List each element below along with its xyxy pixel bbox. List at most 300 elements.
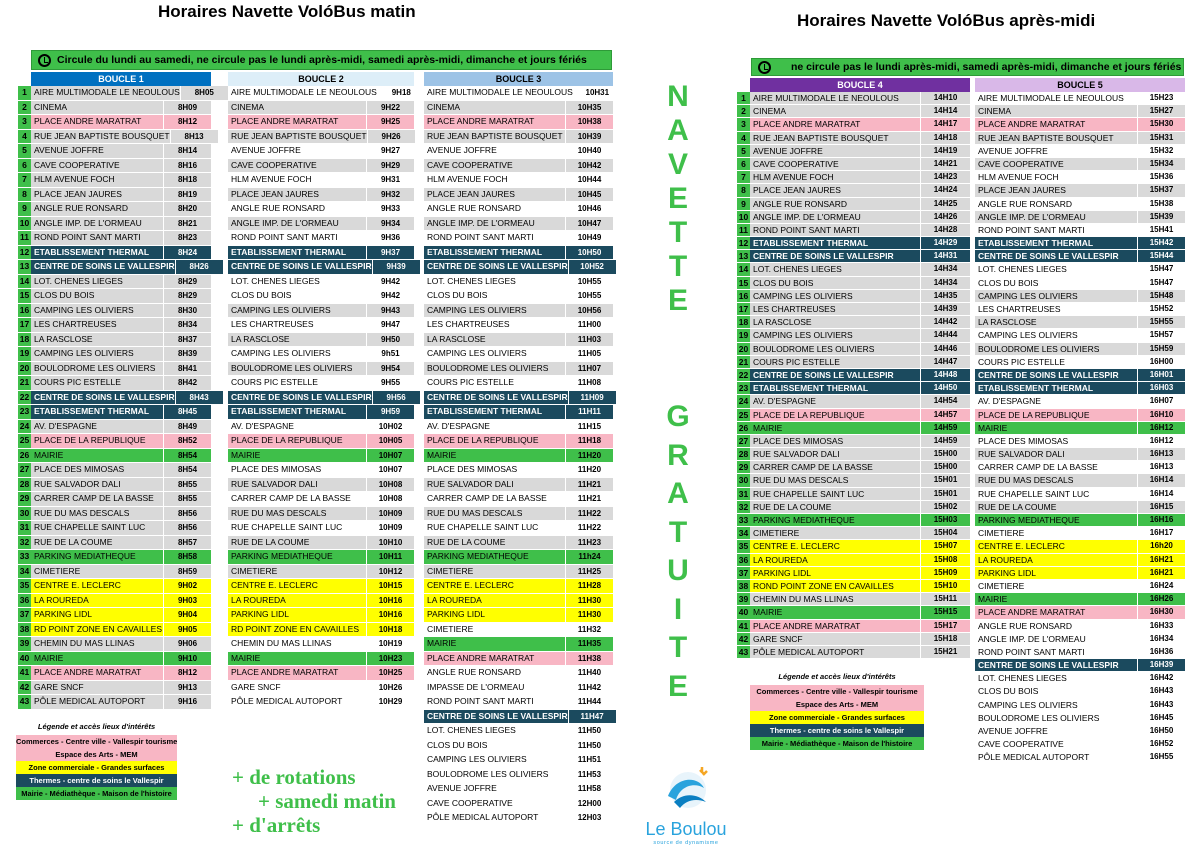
stop-time: 10H29 [366, 695, 414, 709]
stop-name: AVENUE JOFFRE [975, 725, 1137, 737]
stop-name: CENTRE DE SOINS LE VALLESPIR [31, 260, 175, 274]
stop-time: 10H16 [366, 594, 414, 608]
stop-row [975, 448, 1185, 461]
stop-number: 35 [738, 541, 749, 552]
stop-name: CLOS DU BOIS [31, 289, 163, 303]
stop-time: 11H38 [565, 652, 613, 666]
afternoon-title: Horaires Navette VolóBus après-midi [797, 11, 1096, 30]
stop-name: RUE CHAPELLE SAINT LUC [228, 521, 366, 535]
stop-time: 16H21 [1137, 554, 1185, 566]
stop-row [18, 101, 211, 116]
stop-name: ANGLE RUE RONSARD [975, 620, 1137, 632]
stop-row [18, 434, 211, 449]
stop-row [228, 231, 414, 246]
stop-number: 22 [738, 369, 749, 380]
stop-name: CIMETIERE [424, 623, 565, 637]
stop-name: PÔLE MEDICAL AUTOPORT [975, 751, 1137, 763]
stop-time: 10H40 [565, 144, 613, 158]
stop-number: 32 [738, 501, 749, 512]
stop-name: AVENUE JOFFRE [31, 144, 163, 158]
stop-time: 16h20 [1137, 540, 1185, 552]
stop-number: 17 [738, 304, 749, 314]
stop-time: 14H54 [920, 395, 970, 407]
stop-name: MAIRIE [31, 652, 163, 666]
stop-number: 12 [738, 238, 749, 249]
stop-row [424, 275, 613, 290]
stop-row [228, 420, 414, 435]
stop-name: PLACE DES MIMOSAS [228, 463, 366, 477]
stop-time: 9H26 [367, 130, 415, 144]
stop-name: LES CHARTREUSES [975, 303, 1137, 315]
stop-name: AIRE MULTIMODALE LE NEOULOUS [228, 86, 377, 100]
stop-row [737, 145, 970, 158]
stop-row [975, 369, 1185, 382]
stop-number: 5 [737, 145, 750, 157]
stop-time: 9H42 [366, 275, 414, 289]
stop-time: 12H00 [565, 797, 613, 811]
stop-row [424, 478, 613, 493]
navette-letter: V [667, 148, 688, 181]
stop-time: 11H28 [565, 579, 613, 593]
stop-time: 8H05 [180, 86, 228, 100]
stop-time: 11H50 [565, 739, 613, 753]
stop-name: CHEMIN DU MAS LLINAS [31, 637, 163, 651]
stop-row [975, 646, 1185, 659]
stop-name: ANGLE RUE RONSARD [975, 198, 1137, 210]
stop-row [737, 303, 970, 316]
stop-name: RUE DU MAS DESCALS [424, 507, 565, 521]
stop-time: 15H18 [920, 633, 970, 645]
stop-row [424, 376, 613, 391]
stop-row [228, 550, 414, 565]
stop-name: ETABLISSEMENT THERMAL [31, 246, 163, 260]
stop-row [975, 145, 1185, 158]
stop-row [18, 536, 211, 551]
stop-time: 16H34 [1137, 633, 1185, 645]
stop-number: 39 [738, 594, 749, 605]
stop-time: 14H34 [920, 277, 970, 289]
afternoon-note-text: ne circule pas le lundi après-midi, samedi après-midi, dimanche et jours fériés [791, 61, 1182, 73]
stop-name: RUE JEAN BAPTISTE BOUSQUET [228, 130, 367, 144]
stop-row [737, 501, 970, 514]
afternoon-note [751, 58, 1184, 76]
stop-row [737, 527, 970, 540]
legend-morning [16, 722, 177, 800]
stop-time: 9H10 [163, 652, 211, 666]
stop-name: CENTRE DE SOINS LE VALLESPIR [975, 250, 1137, 262]
stop-name: AIRE MULTIMODALE LE NEOULOUS [424, 86, 573, 100]
stop-row [737, 620, 970, 633]
stop-name: ANGLE RUE RONSARD [424, 202, 565, 216]
stop-row [975, 303, 1185, 316]
stop-number: 26 [738, 422, 749, 433]
stop-name: CAVE COOPERATIVE [975, 738, 1137, 750]
stop-row [737, 211, 970, 224]
stop-row [18, 507, 211, 522]
stop-number: 14 [738, 264, 749, 275]
stop-row [228, 347, 414, 362]
stop-time: 10H44 [565, 173, 613, 187]
stop-row [975, 158, 1185, 171]
stop-number: 8 [18, 188, 31, 202]
stop-name: PLACE DE LA REPUBLIQUE [975, 409, 1137, 421]
stop-time: 8H55 [163, 492, 211, 506]
stop-name: ANGLE RUE RONSARD [750, 198, 920, 210]
stop-time: 10H38 [565, 115, 613, 129]
stop-row [18, 449, 211, 464]
stop-name: LA ROUREDA [424, 594, 565, 608]
stop-name: CINEMA [750, 105, 920, 117]
stop-time: 16H26 [1137, 593, 1185, 605]
stop-number: 22 [18, 391, 31, 405]
stop-name: PLACE JEAN JAURES [31, 188, 163, 202]
stop-row [737, 409, 970, 422]
stop-name: ANGLE RUE RONSARD [228, 202, 366, 216]
stop-number: 29 [18, 492, 31, 506]
stop-number: 14 [18, 275, 31, 289]
stop-row [228, 492, 414, 507]
stop-row [424, 420, 613, 435]
stop-row [424, 811, 613, 826]
stop-time: 10H42 [565, 159, 613, 173]
stop-time: 8H26 [175, 260, 223, 274]
stop-time: 11h24 [565, 550, 613, 564]
stop-name: BOULODROME LES OLIVIERS [228, 362, 366, 376]
stop-time: 14H24 [920, 184, 970, 196]
stop-number: 26 [18, 449, 31, 463]
stop-name: ROND POINT SANT MARTI [31, 231, 163, 245]
stop-time: 9H50 [366, 333, 414, 347]
stop-time: 8H29 [163, 275, 211, 289]
stop-row [424, 130, 613, 145]
stop-name: LA RASCLOSE [228, 333, 366, 347]
stop-number: 13 [18, 260, 31, 274]
stop-time: 14H21 [920, 158, 970, 170]
stop-name: RUE SALVADOR DALI [31, 478, 163, 492]
stop-time: 15H02 [920, 501, 970, 513]
clock-icon [38, 54, 51, 67]
stop-name: PARKING MEDIATHEQUE [31, 550, 163, 564]
stop-time: 11H21 [565, 478, 613, 492]
stop-time: 11H11 [565, 405, 613, 419]
stop-name: COURS PIC ESTELLE [31, 376, 163, 390]
stop-row [18, 231, 211, 246]
stop-name: CAVE COOPERATIVE [750, 158, 920, 170]
stop-name: CAVE COOPERATIVE [228, 159, 366, 173]
stop-name: CINEMA [424, 101, 565, 115]
stop-name: CARRER CAMP DE LA BASSE [228, 492, 366, 506]
stop-time: 10H09 [366, 521, 414, 535]
stop-time: 8H41 [163, 362, 211, 376]
stop-row [424, 347, 613, 362]
stop-time: 14H23 [920, 171, 970, 183]
stop-time: 10H16 [366, 608, 414, 622]
stop-name: PLACE JEAN JAURES [750, 184, 920, 196]
stop-time: 9H32 [366, 188, 414, 202]
stop-row [424, 724, 613, 739]
stop-row [424, 637, 613, 652]
stop-row [18, 608, 211, 623]
stop-name: ETABLISSEMENT THERMAL [31, 405, 163, 419]
stop-name: ROND POINT SANT MARTI [975, 646, 1137, 658]
stop-row [228, 144, 414, 159]
stop-row [18, 362, 211, 377]
stop-row [975, 277, 1185, 290]
stop-row [737, 369, 970, 382]
stop-name: CLOS DU BOIS [975, 685, 1137, 697]
stop-name: ROND POINT SANT MARTI [424, 231, 565, 245]
stop-name: CAMPING LES OLIVIERS [228, 347, 366, 361]
stop-name: LOT. CHENES LIEGES [750, 263, 920, 275]
stop-number: 1 [737, 92, 750, 104]
stop-name: MAIRIE [750, 606, 920, 618]
stop-name: PLACE DES MIMOSAS [31, 463, 163, 477]
stop-name: CIMETIERE [975, 527, 1137, 539]
stop-row [737, 329, 970, 342]
stop-time: 10H26 [366, 681, 414, 695]
stop-time: 15H08 [920, 554, 970, 566]
stop-time: 11H00 [565, 318, 613, 332]
boucle5-header: BOUCLE 5 [975, 78, 1185, 92]
stop-time: 9H55 [366, 376, 414, 390]
stop-name: CIMETIERE [750, 527, 920, 539]
stop-name: HLM AVENUE FOCH [975, 171, 1137, 183]
stop-row [424, 463, 613, 478]
stop-row [18, 391, 211, 406]
stop-name: PLACE ANDRE MARATRAT [228, 115, 366, 129]
stop-time: 8H39 [163, 347, 211, 361]
stop-name: CENTRE E. LECLERC [31, 579, 163, 593]
stop-number: 19 [18, 347, 31, 361]
stop-time: 16H43 [1137, 699, 1185, 711]
stop-time: 8H12 [163, 666, 211, 680]
stop-number: 2 [737, 105, 750, 117]
stop-number: 21 [18, 376, 31, 390]
stop-name: IMPASSE DE L'ORMEAU [424, 681, 565, 695]
stop-time: 16H01 [1137, 369, 1185, 381]
stop-row [975, 329, 1185, 342]
stop-row [18, 246, 211, 261]
stop-row [975, 514, 1185, 527]
stop-time: 14H48 [920, 369, 970, 381]
stop-time: 16H12 [1137, 435, 1185, 447]
morning-title: Horaires Navette VolóBus matin [158, 2, 416, 21]
stop-time: 10H12 [366, 565, 414, 579]
stop-row [975, 184, 1185, 197]
stop-name: CLOS DU BOIS [424, 739, 565, 753]
stop-row [18, 420, 211, 435]
stop-name: MAIRIE [750, 422, 920, 434]
stop-time: 8H42 [163, 376, 211, 390]
stop-name: MAIRIE [975, 593, 1137, 605]
stop-time: 10H47 [565, 217, 613, 231]
stop-name: ANGLE RUE RONSARD [31, 202, 163, 216]
stop-row [228, 681, 414, 696]
stop-time: 14H34 [920, 263, 970, 275]
stop-name: AIRE MULTIMODALE LE NEOULOUS [975, 92, 1137, 104]
stop-row [737, 92, 970, 105]
stop-number: 3 [18, 115, 31, 129]
stop-time: 16H55 [1137, 751, 1185, 763]
stop-name: LA ROUREDA [975, 554, 1137, 566]
stop-name: LA ROUREDA [750, 554, 920, 566]
stop-row [228, 260, 414, 275]
stop-row [975, 501, 1185, 514]
stop-time: 10H10 [366, 536, 414, 550]
stop-row [737, 277, 970, 290]
gratuite-letter: U [667, 554, 689, 587]
stop-name: PLACE DES MIMOSAS [975, 435, 1137, 447]
navette-letter: T [668, 250, 688, 283]
stop-row [737, 250, 970, 263]
stop-name: COURS PIC ESTELLE [424, 376, 565, 390]
stop-name: RUE CHAPELLE SAINT LUC [750, 488, 920, 500]
stop-name: AV. D'ESPAGNE [975, 395, 1137, 407]
stop-time: 9h51 [366, 347, 414, 361]
legend-item: Espace des Arts - MEM [16, 748, 177, 761]
gratuite-letter: T [668, 631, 688, 664]
stop-number: 4 [737, 132, 750, 144]
stop-number: 41 [738, 620, 749, 631]
stop-time: 8H30 [163, 304, 211, 318]
stop-name: CENTRE DE SOINS LE VALLESPIR [424, 391, 568, 405]
stop-time: 11H32 [565, 623, 613, 637]
stop-row [228, 318, 414, 333]
stop-time: 14H17 [920, 118, 970, 130]
stop-time: 15H41 [1137, 224, 1185, 236]
stop-time: 15H39 [1137, 211, 1185, 223]
stop-time: 14H59 [920, 422, 970, 434]
stop-time: 16H13 [1137, 448, 1185, 460]
stop-name: LA ROUREDA [31, 594, 163, 608]
stop-time: 9H25 [366, 115, 414, 129]
stop-row [737, 567, 970, 580]
stop-name: PLACE DE LA REPUBLIQUE [750, 409, 920, 421]
stop-name: LA RASCLOSE [31, 333, 163, 347]
stop-time: 9H29 [366, 159, 414, 173]
stop-time: 16H07 [1137, 395, 1185, 407]
stop-row [18, 289, 211, 304]
stop-row [228, 188, 414, 203]
stop-time: 15H47 [1137, 263, 1185, 275]
stop-time: 9H42 [366, 289, 414, 303]
stop-time: 11H35 [565, 637, 613, 651]
legend-item: Mairie - Médiathèque - Maison de l'histoire [750, 737, 924, 750]
stop-row [975, 224, 1185, 237]
stop-time: 16H10 [1137, 409, 1185, 421]
stop-name: CARRER CAMP DE LA BASSE [31, 492, 163, 506]
stop-row [424, 579, 613, 594]
stop-row [424, 159, 613, 174]
stop-name: CINEMA [975, 105, 1137, 117]
stop-time: 16H45 [1137, 712, 1185, 724]
stop-number: 7 [18, 173, 31, 187]
navette-letter: E [667, 284, 688, 317]
stop-time: 10H02 [366, 420, 414, 434]
navette-vertical-text [663, 80, 693, 318]
stop-name: HLM AVENUE FOCH [31, 173, 163, 187]
stop-time: 10H35 [565, 101, 613, 115]
stop-row [424, 797, 613, 812]
stop-row [18, 202, 211, 217]
navette-letter: N [667, 80, 689, 113]
stop-time: 10H05 [366, 434, 414, 448]
stop-name: PLACE ANDRE MARATRAT [31, 666, 163, 680]
stop-number: 6 [737, 158, 750, 170]
stop-row [18, 86, 214, 101]
stop-row [737, 158, 970, 171]
navette-letter: A [667, 114, 689, 147]
stop-row [228, 289, 414, 304]
stop-time: 16H15 [1137, 501, 1185, 513]
boucle-4-table [737, 78, 970, 659]
legend-item: Mairie - Médiathèque - Maison de l'histoire [16, 787, 177, 800]
stop-time: 14H39 [920, 303, 970, 315]
stop-name: PLACE DE LA REPUBLIQUE [228, 434, 366, 448]
stop-row [424, 782, 613, 797]
stop-time: 15H47 [1137, 277, 1185, 289]
stop-number: 30 [18, 507, 31, 521]
stop-row [975, 685, 1185, 698]
stop-row [975, 738, 1185, 751]
legend-title: Légende et accès lieux d'intérêts [37, 722, 156, 731]
stop-time: 15H15 [920, 606, 970, 618]
legend-item: Commerces - Centre ville - Vallespir tourisme [16, 737, 178, 746]
stop-name: CARRER CAMP DE LA BASSE [750, 461, 920, 473]
stop-row [975, 527, 1185, 540]
stop-time: 10H25 [366, 666, 414, 680]
stop-name: AVENUE JOFFRE [424, 782, 565, 796]
stop-time: 11H21 [565, 492, 613, 506]
stop-time: 15H30 [1137, 118, 1185, 130]
stop-time: 11H07 [565, 362, 613, 376]
stop-row [228, 652, 414, 667]
stop-name: ROND POINT SANT MARTI [424, 695, 565, 709]
stop-name: CAMPING LES OLIVIERS [975, 329, 1137, 341]
stop-name: HLM AVENUE FOCH [750, 171, 920, 183]
plus-arrets: + d'arrêts [232, 813, 321, 837]
stop-name: CLOS DU BOIS [975, 277, 1137, 289]
stop-row [737, 395, 970, 408]
stop-name: PARKING MEDIATHEQUE [424, 550, 565, 564]
stop-time: 8H58 [163, 550, 211, 564]
stop-time: 15H17 [920, 620, 970, 632]
stop-time: 15H48 [1137, 290, 1185, 302]
stop-number: 11 [18, 231, 31, 245]
navette-letter: E [667, 182, 688, 215]
stop-time: 15H31 [1137, 132, 1185, 144]
stop-name: CENTRE DE SOINS LE VALLESPIR [424, 260, 568, 274]
stop-name: CAMPING LES OLIVIERS [31, 304, 163, 318]
stop-name: PARKING LIDL [31, 608, 163, 622]
stop-number: 30 [738, 475, 749, 486]
stop-number: 27 [738, 435, 749, 446]
stop-row [228, 434, 414, 449]
stop-name: CIMETIERE [31, 565, 163, 579]
stop-name: COURS PIC ESTELLE [750, 356, 920, 368]
stop-row [737, 448, 970, 461]
boucle-5-table [975, 78, 1185, 765]
stop-name: CENTRE DE SOINS LE VALLESPIR [228, 260, 372, 274]
stop-row [737, 514, 970, 527]
stop-name: CHEMIN DU MAS LLINAS [750, 593, 920, 605]
stop-row [737, 580, 970, 593]
stop-time: 8H57 [163, 536, 211, 550]
stop-name: LA RASCLOSE [975, 316, 1137, 328]
stop-row [424, 695, 613, 710]
stop-time: 16H14 [1137, 474, 1185, 486]
stop-time: 9H33 [366, 202, 414, 216]
